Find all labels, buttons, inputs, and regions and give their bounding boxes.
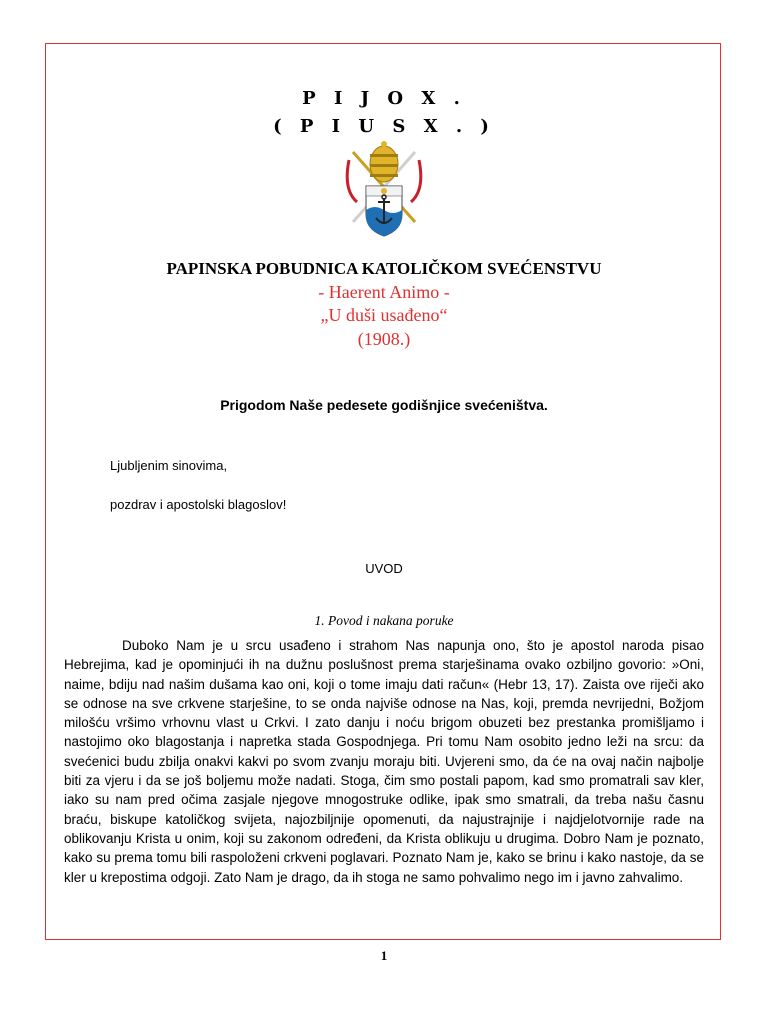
pope-name-croatian: P I J O X .: [302, 88, 466, 109]
subsection-title: 1. Povod i nakana poruke: [314, 613, 454, 628]
blessing: pozdrav i apostolski blagoslov!: [110, 497, 287, 512]
body-paragraph: Duboko Nam je u srcu usađeno i strahom Nas napunja ono, što je apostol naroda pisao Hebrejima, kad je opominjući ih na dužnu poslušnost prema starješinama ovako ozbiljno govorio: »Oni, naime, bdiju nad našim dušama kao oni, koji o tome imaju dati račun« (Hebr 13, 17). Zaista ove riječi ako se odnose na sve crkvene starješine, to se onda najviše odnose na Nas, koji, premda nevrijedni, Božjom milošću vršimo vrhovnu vlast u Crkvi. I zato danju i noću brigom obuzeti bez prestanka promišljamo i nastojimo oko blagostanja i napretka stada Gospodnjega. Pri tomu Nam osobito jedno leži na srcu: da svećenici budu zbilja onakvi kakvi po svom zvanju moraju biti. Uvjereni smo, da će na ovaj način najbolje biti za vjeru i da se još boljemu može nadati. Stoga, čim smo postali papom, kad smo promatrali sav kler, iako su nam pred očima zasjale njegove mnogostruke odlike, ipak smo smatrali, da treba našu časnu braću, biskupe katoličkog svijeta, najozbiljnije opomenuti, da najustrajnije i najdjelotvornije rade na oblikovanju Krista u onim, koji su zakonom određeni, da Krista oblikuju u drugima. Dobro Nam je poznato, kako su prema tomu bili raspoloženi crkveni poglavari. Poznato Nam je, kako se brinu i kako nastoje, da se kler u krepostima odgoji. Zato Nam je drago, da ih stoga ne samo pohvalimo nego im i javno zahvalimo.: [64, 638, 704, 885]
publication-year: (1908.): [357, 329, 411, 349]
pope-name-latin: ( P I U S X . ): [273, 116, 495, 137]
section-title: UVOD: [365, 561, 403, 576]
croatian-title: „U duši usađeno“: [320, 305, 448, 325]
latin-title: - Haerent Animo -: [318, 282, 450, 302]
papal-coat-of-arms-icon: [339, 140, 429, 238]
occasion-line: Prigodom Naše pedesete godišnjice svećeništva.: [220, 397, 548, 413]
document-heading: PAPINSKA POBUDNICA KATOLIČKOM SVEĆENSTVU: [166, 259, 602, 278]
page-number: 1: [380, 948, 388, 963]
greeting: Ljubljenim sinovima,: [110, 458, 228, 473]
